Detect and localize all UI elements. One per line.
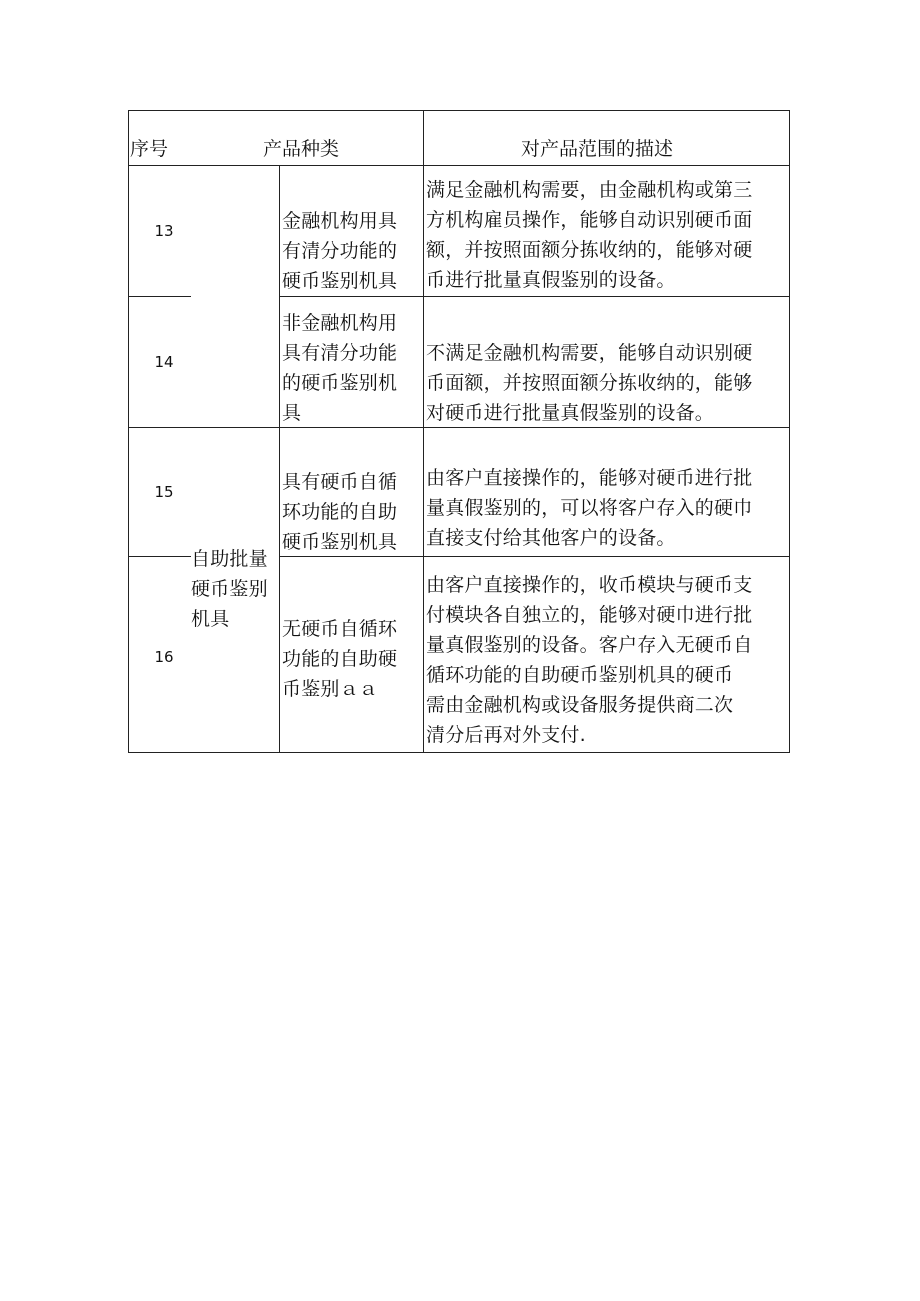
- row-divider-15-16-seq: [129, 556, 191, 557]
- row-14-seq: 14: [154, 353, 174, 371]
- row-13-category: 金融机构用具 有清分功能的 硬币鉴别机具: [282, 210, 398, 292]
- product-scope-table: [128, 110, 790, 753]
- row-16-category: 无硬币自循环 功能的自助硬 币鉴别ａａ: [282, 618, 398, 700]
- header-seq: 序号: [130, 138, 169, 160]
- row-15-category: 具有硬币自循 环功能的自助 硬币鉴别机具: [282, 471, 398, 553]
- row-15-description: 由客户直接操作的，能够对硬币进行批 量真假鉴别的，可以将客户存入的硬巾 直接支付给其他客户的设备。: [426, 467, 753, 549]
- row-14-category: 非金融机构用 具有清分功能 的硬币鉴别机 具: [282, 312, 398, 424]
- row-divider-13-14-seq: [129, 296, 191, 297]
- row-13-description: 满足金融机构需要，由金融机构或第三 方机构雇员操作，能够自动识别硬币面 额，并按照面额分拣收纳的，能够对硬 币进行批量真假鉴别的设备。: [426, 179, 753, 291]
- header-description: 对产品范围的描述: [521, 138, 674, 160]
- row-16-description: 由客户直接操作的，收币模块与硬币支 付模块各自独立的，能够对硬巾进行批 量真假鉴别的设备。客户存入无硬币自 循环功能的自助硬币鉴别机具的硬币 需由金融机构或设备服务提供商二次 清分后再对外支付.: [426, 574, 753, 746]
- row-16-seq: 16: [154, 648, 174, 666]
- row-15-seq: 15: [154, 483, 174, 501]
- row-14-description: 不满足金融机构需要，能够自动识别硬 币面额，并按照面额分拣收纳的，能够 对硬币进行批量真假鉴别的设备。: [426, 342, 753, 424]
- header-divider: [129, 165, 789, 166]
- col-divider-category: [279, 165, 280, 753]
- group-label-self-service: 自助批量 硬币鉴别 机具: [191, 548, 268, 630]
- header-category: 产品种类: [263, 138, 340, 160]
- col-divider-description: [423, 111, 424, 753]
- row-13-seq: 13: [154, 222, 174, 240]
- row-divider-13-14: [279, 296, 789, 297]
